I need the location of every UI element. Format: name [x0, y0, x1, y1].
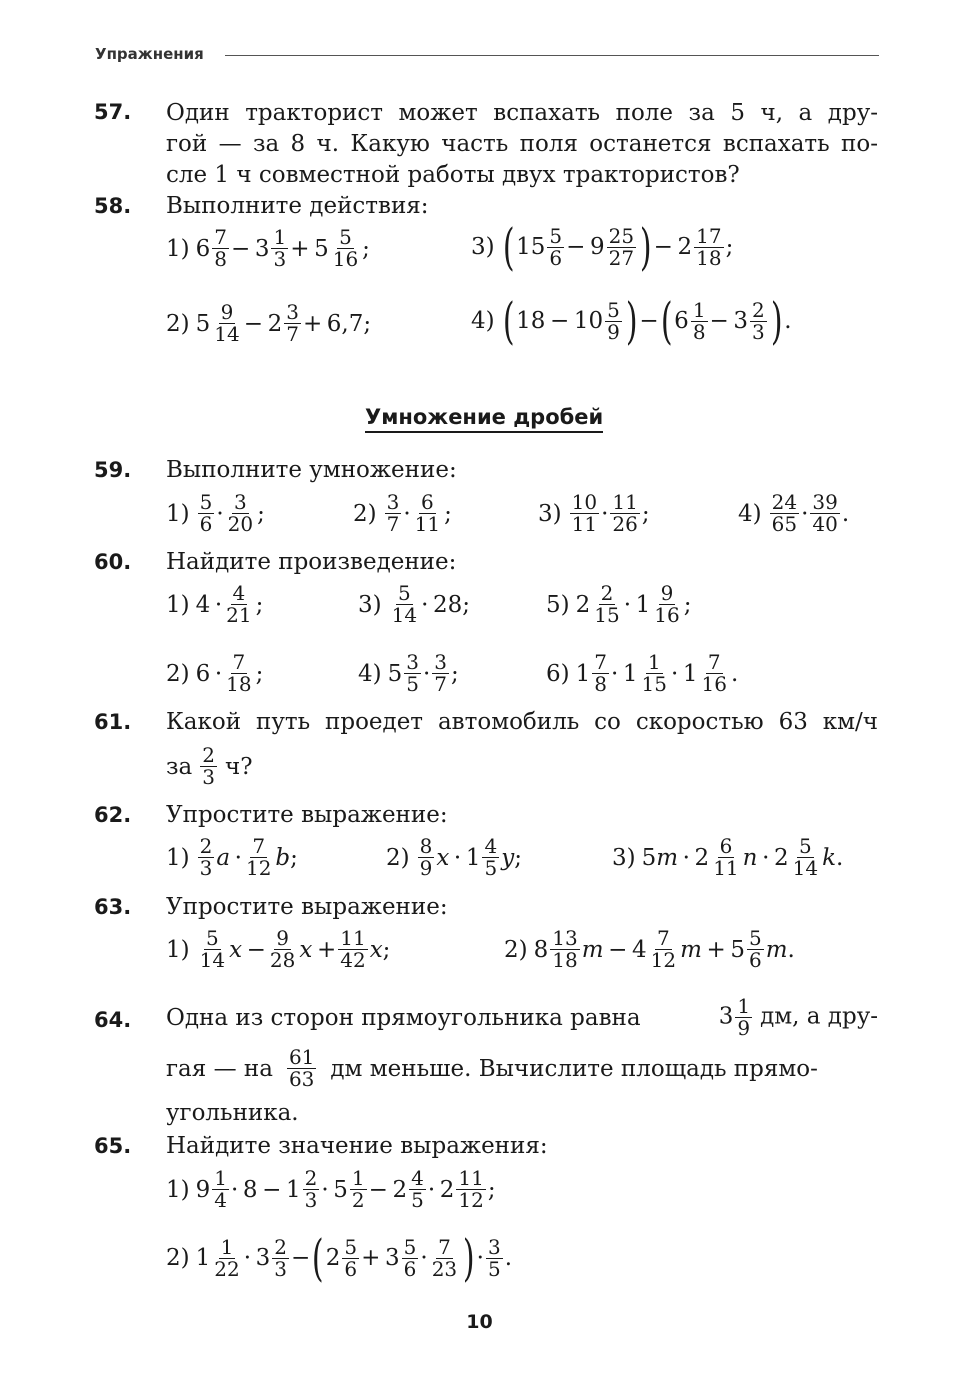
- problem-text-segment: гая — на: [166, 1055, 273, 1082]
- problem-number: 61.: [94, 710, 132, 734]
- problem-text-line: Какой путь проедет автомобиль со скоростью 63 км/ч: [166, 709, 878, 735]
- problem-text-line: сле 1 ч совместной работы двух трактористов?: [166, 162, 740, 188]
- math-expression: за 2 3 ч?: [166, 743, 253, 789]
- header-rule: [225, 55, 879, 56]
- problem-number: 57.: [94, 100, 132, 124]
- math-expression: 4) ( 18 − 10 5 9 ) − ( 6 1 8 − 3 2 3 ) .: [471, 292, 792, 350]
- problem-text-line: Выполните умножение:: [166, 457, 457, 483]
- math-expression: 6) 1 7 8 · 1 1 15 · 1 7 16 .: [546, 650, 739, 696]
- problem-text-segment: дм меньше. Вычислите площадь прямо-: [330, 1055, 818, 1082]
- problem-number: 58.: [94, 194, 132, 218]
- problem-text-segment: дм, а дру-: [760, 1003, 878, 1030]
- math-expression: 2) 1 1 22 · 3 2 3 − ( 2 5 6 + 3 5 6 · 7 23 ) · 3 5 .: [166, 1229, 513, 1287]
- math-expression: 4) 5 3 5 · 3 7 ;: [358, 650, 459, 696]
- problem-text-segment: Одна из сторон прямоугольника равна: [166, 1004, 641, 1031]
- math-expression: 3) 5 14 · 28;: [358, 581, 470, 627]
- problem-text-line: Упростите выражение:: [166, 894, 448, 920]
- running-header: Упражнения: [95, 45, 204, 63]
- math-expression: 1) 2 3 a · 7 12 b ;: [166, 834, 298, 880]
- math-expression: 2) 8 9 x · 1 4 5 y ;: [386, 834, 522, 880]
- section-title: Умножение дробей: [365, 405, 603, 433]
- math-expression: 1) 6 7 8 − 3 1 3 + 5 5 16 ;: [166, 225, 370, 271]
- problem-text-word: за: [166, 753, 193, 780]
- math-expression: 3) 10 11 · 11 26 ;: [538, 490, 650, 536]
- math-expression: 3) ( 15 5 6 − 9 25 27 ) − 2 17 18 ;: [471, 218, 734, 276]
- math-expression: 2) 5 9 14 − 2 3 7 + 6,7;: [166, 300, 372, 346]
- math-expression: 2) 3 7 · 6 11 ;: [353, 490, 452, 536]
- page-number: 10: [466, 1311, 493, 1333]
- problem-text-line: Найдите значение выражения:: [166, 1133, 548, 1159]
- problem-text-line: угольника.: [166, 1100, 299, 1126]
- problem-number: 65.: [94, 1134, 132, 1158]
- problem-number: 59.: [94, 458, 132, 482]
- problem-number: 64.: [94, 1008, 132, 1032]
- math-expression: 4) 24 65 · 39 40 .: [738, 490, 850, 536]
- problem-text-line: Упростите выражение:: [166, 802, 448, 828]
- math-expression: гая — на 61 63 дм меньше. Вычислите площадь прямо-: [166, 1045, 818, 1091]
- problem-text-line: гой — за 8 ч. Какую часть поля останется вспахать по-: [166, 131, 878, 157]
- math-expression: 1) 9 1 4 · 8 − 1 2 3 · 5 1 2 − 2 4 5 · 2 11 12 ;: [166, 1166, 496, 1212]
- math-expression: 2) 8 13 18 m − 4 7 12 m + 5 5 6 m .: [504, 926, 795, 972]
- problem-number: 63.: [94, 895, 132, 919]
- math-expression: 2) 6 · 7 18 ;: [166, 650, 264, 696]
- problem-text-word: ч?: [225, 753, 253, 780]
- problem-number: 62.: [94, 803, 132, 827]
- math-expression: 5) 2 2 15 · 1 9 16 ;: [546, 581, 692, 627]
- math-expression: Одна из сторон прямоугольника равна 3 $\frac{1}{9}$ дм, а дру-: [166, 994, 878, 1040]
- problem-text-line: Один тракторист может вспахать поле за 5 ч, а дру-: [166, 100, 878, 126]
- math-expression: 1) 5 14 x − 9 28 x + 11 42 x ;: [166, 926, 391, 972]
- problem-number: 60.: [94, 550, 132, 574]
- math-expression: 3) 5 m · 2 6 11 n · 2 5 14 k .: [612, 834, 844, 880]
- math-expression: 1) 4 · 4 21 ;: [166, 581, 264, 627]
- math-expression: 1) 5 6 · 3 20 ;: [166, 490, 265, 536]
- problem-text-line: Найдите произведение:: [166, 549, 457, 575]
- problem-text-line: Выполните действия:: [166, 193, 429, 219]
